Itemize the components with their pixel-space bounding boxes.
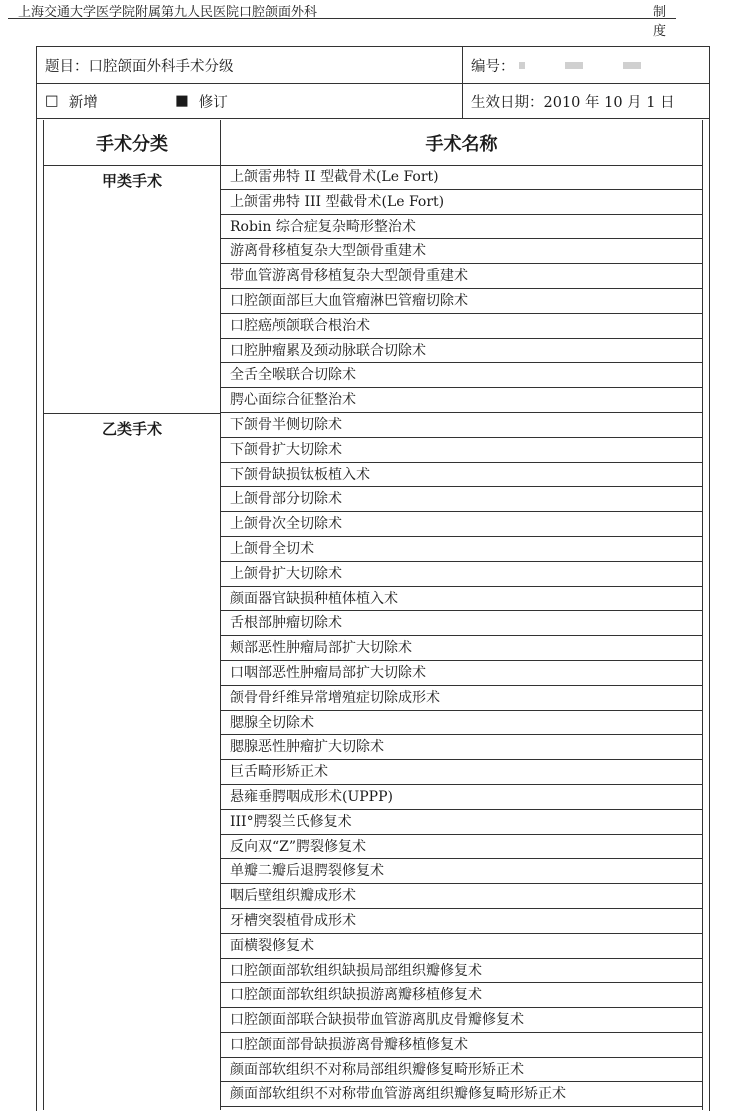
category-class-b: 乙类手术 <box>101 420 162 438</box>
header-doc-type: 制度 <box>653 5 667 39</box>
list-item: 单瓣二瓣后退腭裂修复术 <box>221 859 702 884</box>
surgery-table <box>43 120 703 1110</box>
list-item: 牙槽突裂植骨成形术 <box>221 909 702 934</box>
list-item: 舌根部肿瘤切除术 <box>221 611 702 636</box>
list-item: 腮腺恶性肿瘤扩大切除术 <box>221 735 702 760</box>
new-label: 新增 <box>68 94 98 111</box>
list-item: 颜面部软组织不对称局部组织瓣修复畸形矫正术 <box>221 1058 702 1083</box>
list-item: 下颌骨缺损钛板植入术 <box>221 463 702 488</box>
list-item: 下颌骨半侧切除术 <box>221 413 702 438</box>
category-separator <box>44 413 220 414</box>
list-item: 口腔颌面部软组织缺损局部组织瓣修复术 <box>221 959 702 984</box>
list-item: 反向双“Z”腭裂修复术 <box>221 835 702 860</box>
list-item: 颜面部软组织不对称带血管游离组织瓣修复畸形矫正术 <box>221 1082 702 1107</box>
redacted-number-1 <box>519 62 525 69</box>
title-row <box>37 47 709 84</box>
surgery-list <box>221 165 702 1107</box>
status-divider <box>462 84 463 118</box>
status-row <box>37 84 709 119</box>
list-item: 口腔颌面部软组织缺损游离瓣移植修复术 <box>221 983 702 1008</box>
list-item: 咽后壁组织瓣成形术 <box>221 884 702 909</box>
list-item: 口腔颌面部骨缺损游离骨瓣移植修复术 <box>221 1033 702 1058</box>
document-title: 题目：口腔颌面外科手术分级 <box>45 58 234 75</box>
list-item: 颌骨骨纤维异常增殖症切除成形术 <box>221 686 702 711</box>
page-header <box>8 0 676 39</box>
title-divider <box>462 47 463 83</box>
category-class-a: 甲类手术 <box>101 172 162 190</box>
list-item: 颊部恶性肿瘤局部扩大切除术 <box>221 636 702 661</box>
list-item: 上颌骨次全切除术 <box>221 512 702 537</box>
list-item: 巨舌畸形矫正术 <box>221 760 702 785</box>
revise-option <box>175 84 228 118</box>
list-item: 上颌骨全切术 <box>221 537 702 562</box>
list-item: 全舌全喉联合切除术 <box>221 363 702 388</box>
list-item: 口咽部恶性肿瘤局部扩大切除术 <box>221 661 702 686</box>
table-header <box>44 120 702 166</box>
list-item: 腭心面综合征整治术 <box>221 388 702 413</box>
list-item: 上颌骨部分切除术 <box>221 487 702 512</box>
list-item: 面横裂修复术 <box>221 934 702 959</box>
list-item: 上颌雷弗特 II 型截骨术(Le Fort) <box>221 165 702 190</box>
redacted-number-2 <box>565 62 583 69</box>
list-item: III°腭裂兰氏修复术 <box>221 810 702 835</box>
list-item: 悬雍垂腭咽成形术(UPPP) <box>221 785 702 810</box>
list-item: 下颌骨扩大切除术 <box>221 438 702 463</box>
list-item: 游离骨移植复杂大型颌骨重建术 <box>221 239 702 264</box>
effective-date: 生效日期：2010 年 10 月 1 日 <box>471 94 675 111</box>
list-item: 颜面器官缺损种植体植入术 <box>221 587 702 612</box>
revise-checkbox-icon: ■ <box>175 93 189 109</box>
revise-label: 修订 <box>198 94 228 111</box>
list-item: 口腔颌面部巨大血管瘤淋巴管瘤切除术 <box>221 289 702 314</box>
list-item: Robin 综合症复杂畸形整治术 <box>221 215 702 240</box>
list-item: 带血管游离骨移植复杂大型颌骨重建术 <box>221 264 702 289</box>
list-item: 口腔癌颅颌联合根治术 <box>221 314 702 339</box>
list-item: 上颌骨扩大切除术 <box>221 562 702 587</box>
header-organization: 上海交通大学医学院附属第九人民医院口腔颌面外科 <box>18 5 318 20</box>
document-number <box>471 47 641 83</box>
new-option <box>45 84 98 118</box>
list-item: 口腔颌面部联合缺损带血管游离肌皮骨瓣修复术 <box>221 1008 702 1033</box>
header-category: 手术分类 <box>96 133 168 155</box>
redacted-number-3 <box>623 62 641 69</box>
new-checkbox-icon: □ <box>45 93 59 109</box>
list-item: 腮腺全切除术 <box>221 711 702 736</box>
list-item: 口腔肿瘤累及颈动脉联合切除术 <box>221 339 702 364</box>
header-name: 手术名称 <box>425 133 498 155</box>
list-item: 上颌雷弗特 III 型截骨术(Le Fort) <box>221 190 702 215</box>
number-label: 编号： <box>471 58 515 75</box>
